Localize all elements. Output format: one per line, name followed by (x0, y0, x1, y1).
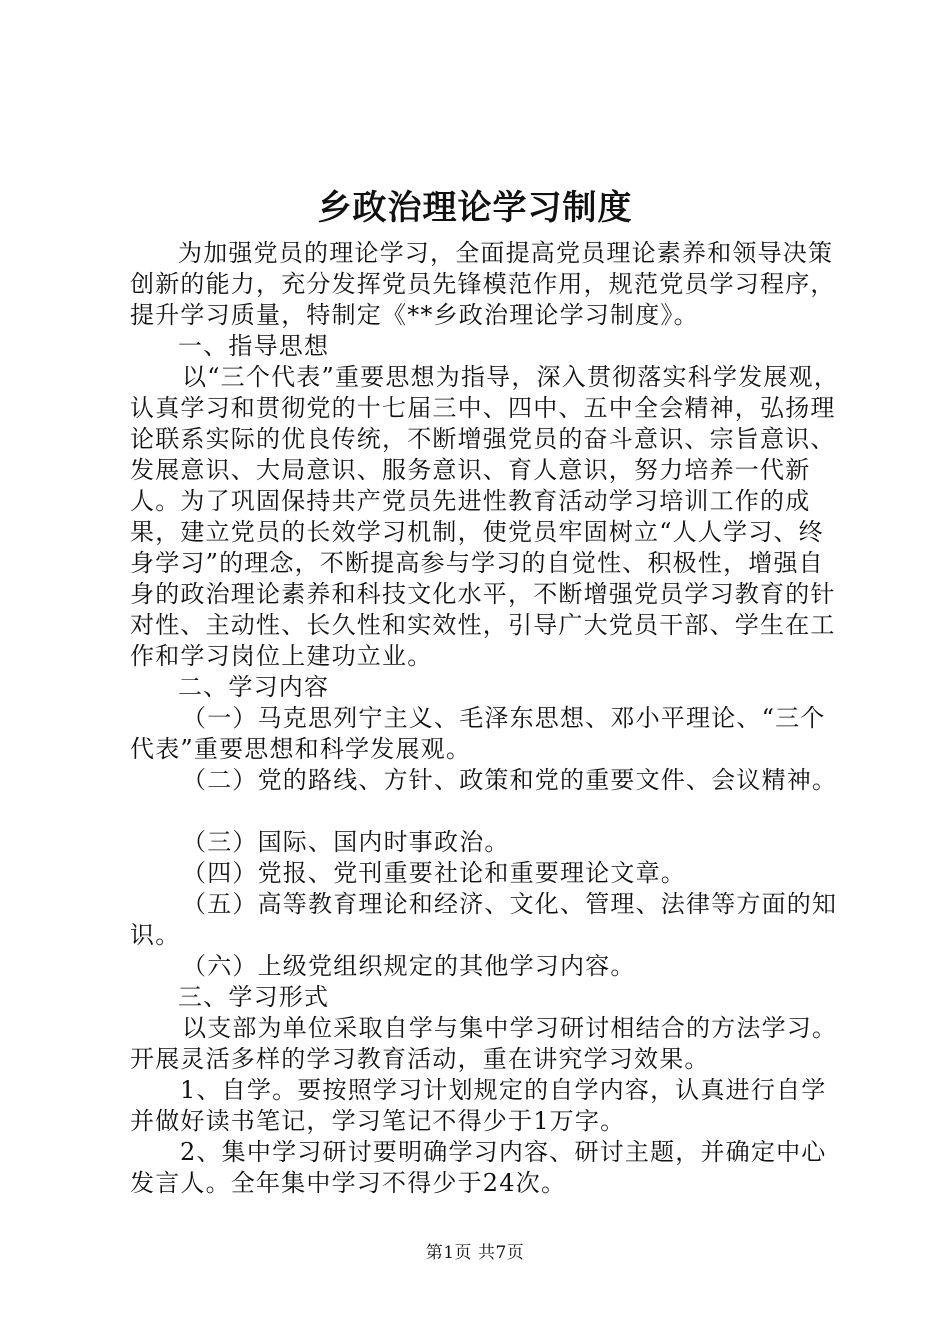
content-item-4: （四）党报、党刊重要社论和重要理论文章。 (182, 859, 686, 887)
section-heading-guiding-thought: 一、指导思想 (178, 332, 330, 360)
content-item-2: （二）党的路线、方针、政策和党的重要文件、会议精神。 (182, 766, 838, 794)
guiding-thought-paragraph: 以“三个代表”重要思想为指导，深入贯彻落实科学发展观，认真学习和贯彻党的十七届三中、四中、五中全会精神，弘扬理论联系实际的优良传统，不断增强党员的奋斗意识、宗旨意识、发展意识、大局意识、服务意识、育人意识，努力培养一代新人。为了巩固保持共产党员先进性教育活动学习培训工作的成果，建立党员的长效学习机制，使党员牢固树立“人人学习、终身学习”的理念，不断提高参与学习的自觉性、积极性，增强自身的政治理论素养和科技文化水平，不断增强党员学习教育的针对性、主动性、长久性和实效性，引导广大党员干部、学生在工作和学习岗位上建功立业。 (130, 363, 839, 670)
content-item-6: （六）上级党组织规定的其他学习内容。 (182, 952, 636, 980)
study-form-item-2: 2、集中学习研讨要明确学习内容、研讨主题，并确定中心发言人。全年集中学习不得少于24次。 (130, 1138, 827, 1197)
content-item-1: （一）马克思列宁主义、毛泽东思想、邓小平理论、“三个代表”重要思想和科学发展观。 (130, 704, 826, 763)
study-form-paragraph: 以支部为单位采取自学与集中学习研讨相结合的方法学习。开展灵活多样的学习教育活动，重在讲究学习效果。 (130, 1014, 838, 1073)
study-form-item-1: 1、自学。要按照学习计划规定的自学内容，认真进行自学并做好读书笔记，学习笔记不得少于1万字。 (130, 1076, 827, 1135)
page-footer: 第1页 共7页 (425, 1243, 525, 1263)
content-item-3: （三）国际、国内时事政治。 (182, 828, 510, 856)
document-title: 乡政治理论学习制度 (317, 188, 633, 228)
intro-paragraph: 为加强党员的理论学习，全面提高党员理论素养和领导决策创新的能力，充分发挥党员先锋模范作用，规范党员学习程序，提升学习质量，特制定《**乡政治理论学习制度》。 (130, 239, 836, 329)
blank-line (130, 796, 845, 827)
section-heading-study-form: 三、学习形式 (178, 983, 330, 1011)
document-body (130, 238, 845, 1199)
section-heading-study-content: 二、学习内容 (178, 673, 330, 701)
content-item-5: （五）高等教育理论和经济、文化、管理、法律等方面的知识。 (130, 890, 838, 949)
